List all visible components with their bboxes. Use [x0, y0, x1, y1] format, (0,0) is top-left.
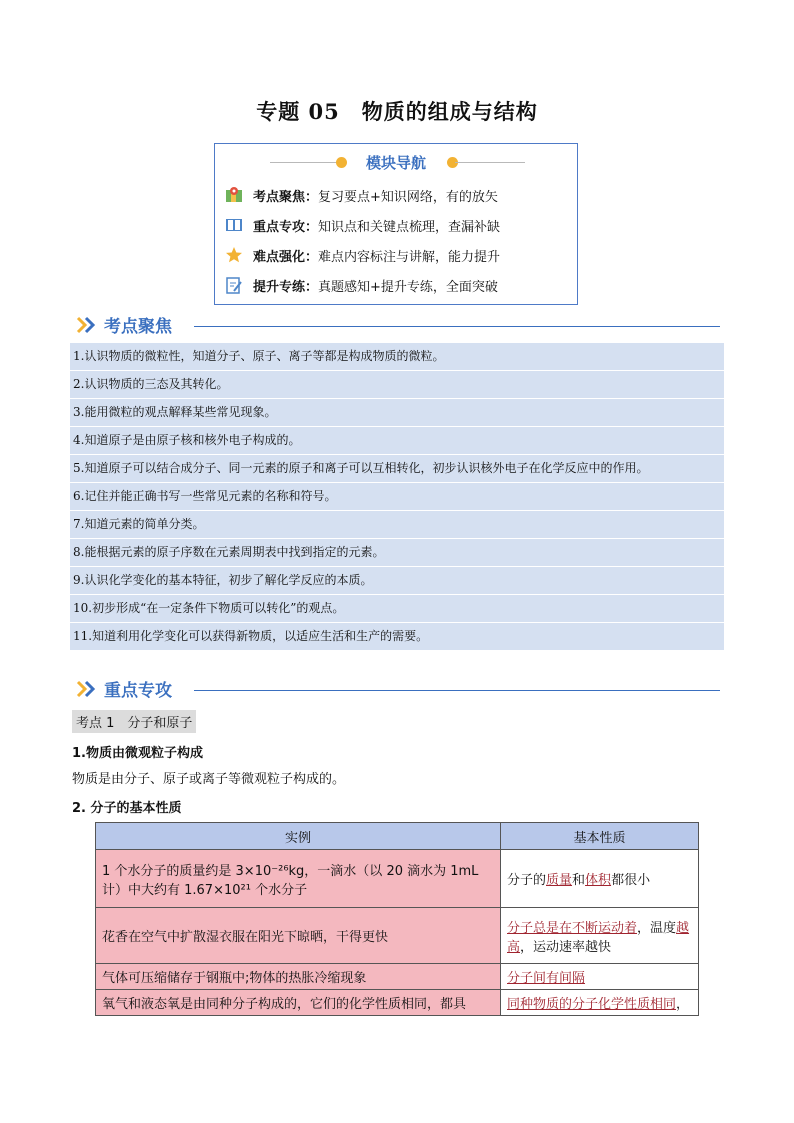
property-cell — [501, 850, 699, 908]
book-icon — [225, 216, 243, 234]
focus-item: 2.认识物质的三态及其转化。 — [70, 371, 724, 399]
double-chevron-icon — [76, 316, 98, 334]
emphasized-text: 分子间有间隔 — [507, 971, 586, 986]
nav-key: 提升专练： — [253, 279, 319, 295]
nav-row-practice — [225, 274, 498, 296]
nav-key: 考点聚焦： — [253, 189, 319, 205]
nav-key: 难点强化： — [253, 249, 319, 265]
module-navigation-box — [214, 143, 578, 305]
section-title: 考点聚焦 — [104, 317, 172, 337]
property-text: 分子的 — [507, 873, 547, 888]
nav-key: 重点专攻： — [253, 219, 319, 235]
emphasized-text: 质量 — [546, 873, 573, 888]
focus-item: 5.知道原子可以结合成分子、同一元素的原子和离子可以互相转化，初步认识核外电子在化学反应中的作用。 — [70, 455, 724, 483]
property-text: 和 — [572, 873, 586, 888]
focus-item: 11.知道利用化学变化可以获得新物质，以适应生活和生产的需要。 — [70, 623, 724, 651]
property-cell — [501, 964, 699, 990]
properties-table — [95, 822, 699, 1016]
map-icon — [225, 186, 243, 204]
table-header-row — [96, 823, 699, 850]
focus-item: 8.能根据元素的原子序数在元素周期表中找到指定的元素。 — [70, 539, 724, 567]
property-text: ， — [676, 997, 690, 1012]
section-header-key — [76, 676, 720, 702]
topic-tag: 考点 1 分子和原子 — [72, 710, 196, 733]
edit-icon — [225, 276, 243, 294]
nav-header — [215, 152, 577, 172]
paragraph: 物质是由分子、原子或离子等微观粒子构成的。 — [72, 772, 346, 787]
nav-text: 真题感知+提升专练，全面突破 — [318, 279, 498, 295]
focus-item: 7.知道元素的简单分类。 — [70, 511, 724, 539]
focus-item: 1.认识物质的微粒性，知道分子、原子、离子等都是构成物质的微粒。 — [70, 343, 724, 371]
page-title: 专题 05 物质的组成与结构 — [256, 99, 538, 124]
example-cell: 1 个水分子的质量约是 3×10⁻²⁶kg，一滴水（以 20 滴水为 1mL 计）中大约有 1.67×10²¹ 个水分子 — [96, 850, 501, 908]
column-header: 基本性质 — [501, 823, 699, 850]
nav-text: 知识点和关键点梳理，查漏补缺 — [318, 219, 501, 235]
property-text: ，运动速率越快 — [520, 939, 612, 955]
column-header: 实例 — [96, 823, 501, 850]
section-header-focus — [76, 312, 720, 338]
nav-heading: 模块导航 — [365, 154, 426, 172]
emphasized-text: 同种物质的分子化学性质相同 — [507, 997, 677, 1012]
example-cell: 氧气和液态氧是由同种分子构成的，它们的化学性质相同，都具 — [96, 990, 501, 1016]
focus-list — [70, 343, 724, 651]
property-text: 都很小 — [611, 873, 651, 888]
nav-text: 复习要点+知识网络，有的放矢 — [318, 189, 498, 205]
property-cell — [501, 990, 699, 1016]
emphasized-text: 体积 — [585, 873, 612, 888]
emphasized-text: 越高 — [507, 920, 690, 955]
focus-item: 4.知道原子是由原子核和核外电子构成的。 — [70, 427, 724, 455]
example-cell: 气体可压缩储存于钢瓶中;物体的热胀冷缩现象 — [96, 964, 501, 990]
subheading: 1.物质由微观粒子构成 — [72, 746, 203, 761]
focus-item: 10.初步形成“在一定条件下物质可以转化”的观点。 — [70, 595, 724, 623]
double-chevron-icon — [76, 680, 98, 698]
table-row — [96, 908, 699, 964]
nav-text: 难点内容标注与讲解，能力提升 — [318, 249, 501, 265]
focus-item: 6.记住并能正确书写一些常见元素的名称和符号。 — [70, 483, 724, 511]
section-rule — [194, 690, 720, 691]
example-cell: 花香在空气中扩散湿衣服在阳光下晾晒，干得更快 — [96, 908, 501, 964]
nav-row-focus — [225, 184, 498, 206]
emphasized-text: 分子总是在不断运动着 — [507, 920, 638, 936]
table-row — [96, 850, 699, 908]
section-rule — [194, 326, 720, 327]
subheading: 2. 分子的基本性质 — [72, 801, 182, 816]
nav-row-difficult — [225, 244, 500, 266]
section-title: 重点专攻 — [104, 681, 172, 701]
focus-item: 3.能用微粒的观点解释某些常见现象。 — [70, 399, 724, 427]
property-text: ，温度 — [637, 920, 677, 936]
property-cell — [501, 908, 699, 964]
star-icon — [225, 246, 243, 264]
focus-item: 9.认识化学变化的基本特征，初步了解化学反应的本质。 — [70, 567, 724, 595]
table-row — [96, 990, 699, 1016]
table-row — [96, 964, 699, 990]
nav-header-line-right — [455, 162, 525, 163]
nav-row-key — [225, 214, 500, 236]
